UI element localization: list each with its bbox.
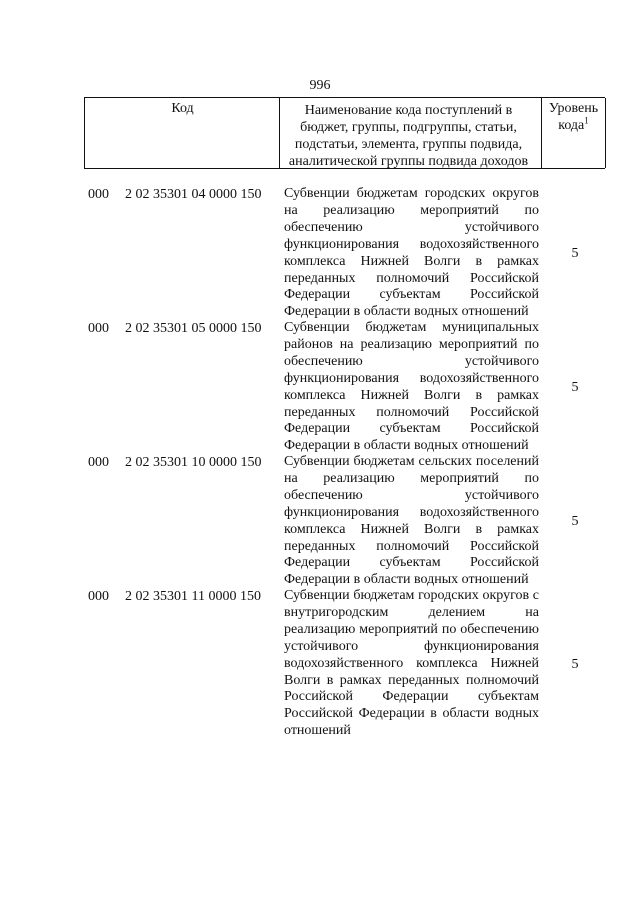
page-number: 996 (309, 78, 331, 93)
income-code: 2 02 35301 04 0000 150 (125, 187, 262, 202)
income-name: Субвенции бюджетам городских округов на реализацию мероприятий по обеспечению устойчивого функционирования водохозяйственного комплекса Нижней Волги в рамках переданных полномочий Российской Федерации субъектам Российской Федерации в области водных отношений (284, 186, 539, 320)
header-name: Наименование кода поступлений в бюджет, группы, подгруппы, статьи, подстатьи, элемента, группы подвида, аналитической группы подвида доходов (279, 98, 537, 168)
code-level: 5 (571, 657, 579, 672)
income-code: 2 02 35301 11 0000 150 (125, 589, 261, 604)
header-level-label: Уровень кода (548, 101, 599, 133)
table-header (84, 97, 605, 169)
header-code: Код (84, 98, 280, 168)
code-level: 5 (571, 246, 579, 261)
code-level: 5 (571, 380, 579, 395)
income-name: Субвенции бюджетам муниципальных районов на реализацию мероприятий по обеспечению устойчивого функционирования водохозяйственного комплекса Нижней Волги в рамках переданных полномочий Российской Федерации субъектам Российской Федерации в области водных отношений (284, 320, 539, 454)
income-name: Субвенции бюджетам сельских поселений на реализацию мероприятий по обеспечению устойчивого функционирования водохозяйственного комплекса Нижней Волги в рамках переданных полномочий Российской Федерации субъектам Российской Федерации в области водных отношений (284, 454, 539, 588)
footnote-marker: 1 (584, 115, 589, 126)
admin-code: 000 (88, 321, 109, 336)
header-level (541, 98, 606, 168)
admin-code: 000 (88, 187, 109, 202)
income-code: 2 02 35301 10 0000 150 (125, 455, 262, 470)
income-code: 2 02 35301 05 0000 150 (125, 321, 262, 336)
admin-code: 000 (88, 589, 109, 604)
admin-code: 000 (88, 455, 109, 470)
income-name: Субвенции бюджетам городских округов с внутригородским делением на реализацию мероприятий по обеспечению устойчивого функционирования водохозяйственного комплекса Нижней Волги в рамках переданных полномочий Российской Федерации субъектам Российской Федерации в области водных отношений (284, 588, 539, 739)
code-level: 5 (571, 514, 579, 529)
